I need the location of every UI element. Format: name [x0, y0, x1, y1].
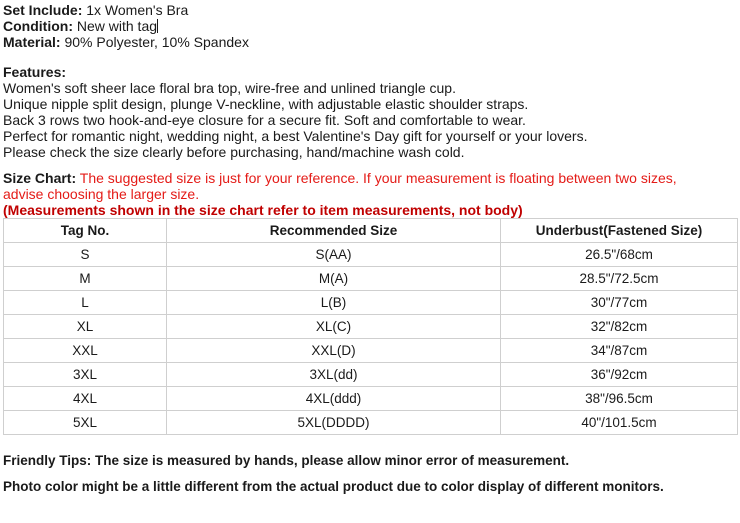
cell-recommended: 4XL(ddd)	[167, 387, 501, 411]
cell-recommended: S(AA)	[167, 243, 501, 267]
feature-line: Perfect for romantic night, wedding night, a best Valentine's Day gift for yourself or your lovers.	[3, 128, 588, 144]
cell-tag: XXL	[4, 339, 167, 363]
table-row	[4, 243, 738, 267]
set-include-line: Set Include: 1x Women's Bra	[3, 2, 189, 18]
cell-tag: L	[4, 291, 167, 315]
table-header-row	[4, 219, 738, 243]
photo-color-tip: Photo color might be a little different from the actual product due to color display of different monitors.	[3, 479, 664, 494]
cell-underbust: 36"/92cm	[501, 363, 738, 387]
cell-recommended: XL(C)	[167, 315, 501, 339]
set-include-value: 1x Women's Bra	[86, 2, 189, 18]
material-label: Material	[3, 34, 56, 50]
header-underbust: Underbust(Fastened Size)	[501, 219, 738, 243]
size-chart-heading: Size Chart: The suggested size is just for your reference. If your measurement is floating between two sizes,	[3, 170, 677, 186]
text-cursor	[157, 19, 158, 33]
cell-recommended: L(B)	[167, 291, 501, 315]
cell-underbust: 32"/82cm	[501, 315, 738, 339]
cell-underbust: 40"/101.5cm	[501, 411, 738, 435]
size-chart-label: Size Chart	[3, 170, 72, 186]
set-include-label: Set Include	[3, 2, 78, 18]
cell-tag: S	[4, 243, 167, 267]
features-heading: Features:	[3, 64, 67, 80]
table-row	[4, 339, 738, 363]
features-label: Features	[3, 64, 62, 80]
header-recommended-size: Recommended Size	[167, 219, 501, 243]
cell-recommended: 5XL(DDDD)	[167, 411, 501, 435]
header-tag-no: Tag No.	[4, 219, 167, 243]
table-row	[4, 315, 738, 339]
cell-recommended: M(A)	[167, 267, 501, 291]
size-chart-note-cont: advise choosing the larger size.	[3, 186, 200, 202]
cell-underbust: 30"/77cm	[501, 291, 738, 315]
table-row	[4, 363, 738, 387]
cell-tag: 5XL	[4, 411, 167, 435]
cell-underbust: 38"/96.5cm	[501, 387, 738, 411]
cell-tag: 4XL	[4, 387, 167, 411]
material-line: Material: 90% Polyester, 10% Spandex	[3, 34, 249, 50]
cell-tag: M	[4, 267, 167, 291]
condition-line: Condition: New with tag	[3, 18, 158, 34]
cell-recommended: XXL(D)	[167, 339, 501, 363]
feature-line: Women's soft sheer lace floral bra top, wire-free and unlined triangle cup.	[3, 80, 456, 96]
cell-tag: XL	[4, 315, 167, 339]
table-row	[4, 387, 738, 411]
feature-line: Unique nipple split design, plunge V-neckline, with adjustable elastic shoulder straps.	[3, 96, 529, 112]
feature-line: Please check the size clearly before purchasing, hand/machine wash cold.	[3, 144, 465, 160]
material-value: 90% Polyester, 10% Spandex	[64, 34, 249, 50]
condition-label: Condition	[3, 18, 69, 34]
table-row	[4, 267, 738, 291]
cell-tag: 3XL	[4, 363, 167, 387]
condition-value: New with tag	[76, 18, 158, 34]
cell-underbust: 28.5"/72.5cm	[501, 267, 738, 291]
size-chart-table	[3, 218, 738, 435]
size-chart-warning: (Measurements shown in the size chart refer to item measurements, not body)	[3, 202, 523, 218]
friendly-tip: Friendly Tips: The size is measured by hands, please allow minor error of measurement.	[3, 453, 570, 468]
feature-line: Back 3 rows two hook-and-eye closure for a secure fit. Soft and comfortable to wear.	[3, 112, 526, 128]
table-row	[4, 291, 738, 315]
cell-recommended: 3XL(dd)	[167, 363, 501, 387]
cell-underbust: 34"/87cm	[501, 339, 738, 363]
table-row	[4, 411, 738, 435]
cell-underbust: 26.5"/68cm	[501, 243, 738, 267]
product-description	[3, 2, 737, 494]
size-chart-note: The suggested size is just for your reference. If your measurement is floating between two sizes,	[79, 170, 677, 186]
